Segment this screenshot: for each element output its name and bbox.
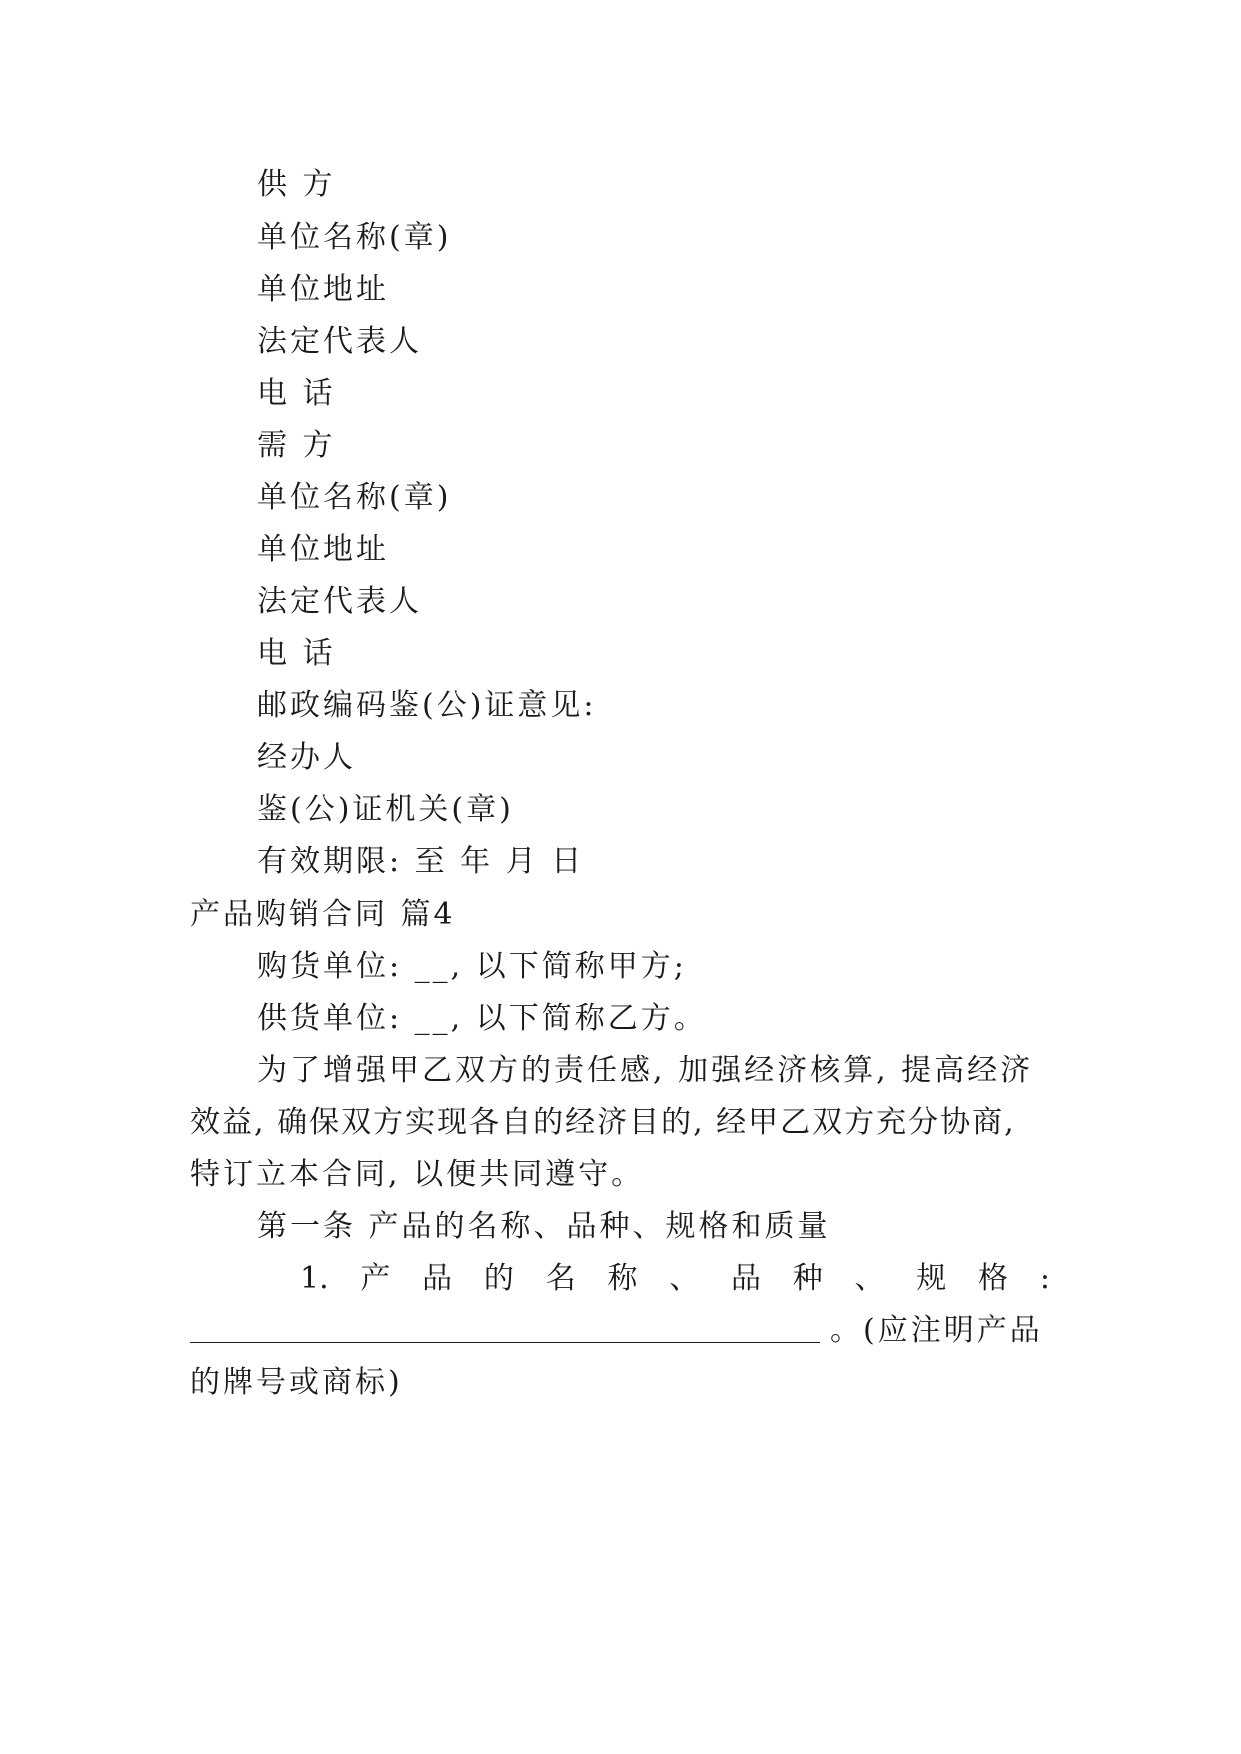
spec-token: 格 (978, 1261, 1009, 1296)
notary-authority: 鉴(公)证机关(章) (257, 792, 514, 827)
intro-line-1: 为了增强甲乙双方的责任感, 加强经济核算, 提高经济 (257, 1053, 1034, 1088)
intro-line-2: 效益, 确保双方实现各自的经济目的, 经甲乙双方充分协商, (190, 1105, 1016, 1140)
spec-token: 名 (545, 1261, 576, 1296)
spec-token: 1. (300, 1261, 329, 1296)
buyer-party: 购货单位: __, 以下简称甲方; (257, 949, 687, 984)
supplier-heading: 供 方 (257, 167, 336, 202)
supplier-unit-name: 单位名称(章) (257, 220, 452, 255)
spec-token: 规 (916, 1261, 947, 1296)
buyer-legal-rep: 法定代表人 (257, 584, 422, 619)
seller-party: 供货单位: __, 以下简称乙方。 (257, 1001, 707, 1036)
supplier-unit-address: 单位地址 (257, 272, 389, 307)
spec-token: 的 (483, 1261, 514, 1296)
product-name-blank-row (190, 1311, 1050, 1351)
buyer-unit-name: 单位名称(章) (257, 480, 452, 515)
buyer-heading: 需 方 (257, 428, 336, 463)
article-1-title: 第一条 产品的名称、品种、规格和质量 (257, 1209, 831, 1244)
spec-token: 品 (422, 1261, 453, 1296)
spec-token: 品 (730, 1261, 761, 1296)
spec-token: 、 (669, 1261, 700, 1296)
section-title: 产品购销合同 篇4 (190, 897, 456, 932)
spec-token: 产 (360, 1261, 391, 1296)
product-name-note-cont: 的牌号或商标) (190, 1365, 403, 1400)
spec-token: : (1039, 1261, 1050, 1296)
validity-period: 有效期限: 至 年 月 日 (257, 844, 585, 879)
buyer-phone: 电 话 (257, 636, 336, 671)
spec-token: 称 (607, 1261, 638, 1296)
article-1-item-1 (300, 1259, 1050, 1299)
fill-in-blank (190, 1342, 820, 1343)
intro-line-3: 特订立本合同, 以便共同遵守。 (190, 1157, 645, 1192)
supplier-phone: 电 话 (257, 376, 336, 411)
spec-token: 种 (792, 1261, 823, 1296)
spec-token: 、 (854, 1261, 885, 1296)
buyer-unit-address: 单位地址 (257, 532, 389, 567)
handler: 经办人 (257, 740, 356, 775)
product-name-note: 。(应注明产品 (830, 1313, 1043, 1348)
postal-notary-opinion: 邮政编码鉴(公)证意见: (257, 688, 597, 723)
supplier-legal-rep: 法定代表人 (257, 324, 422, 359)
